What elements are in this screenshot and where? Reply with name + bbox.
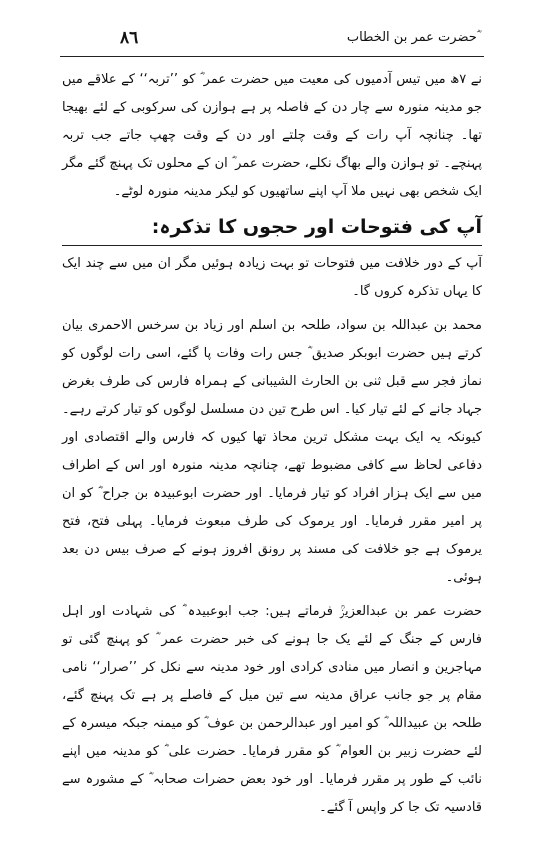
paragraph-2: آپ کے دور خلافت میں فتوحات تو بہت زیادہ ہوئیں مگر ان میں سے چند ایک کا یہاں تذکرہ کروں گا۔ xyxy=(62,256,482,299)
paragraph-1: نے ۷ھ میں تیس آدمیوں کی معیت میں حضرت عمر ؓ کو ’’تربہ‘‘ کے علاقے میں جو مدینہ منورہ سے چار دن کے فاصلہ پر ہے ہوازن کی سرکوبی کے لئے بھیجا تھا۔ چنانچہ آپ رات کے وقت چلتے اور دن کے وقت چھپ جاتے جب تربہ پہنچے۔ تو ہوازن والے بھاگ نکلے، حضرت عمر ؓ ان کے محلوں تک پہنچ گئے مگر ایک شخص بھی نہیں ملا آپ اپنے ساتھیوں کو لیکر مدینہ منورہ لوٹے۔ xyxy=(62,72,482,199)
section-heading: آپ کی فتوحات اور حجوں کا تذکرہ: xyxy=(62,212,482,246)
paragraph-3: محمد بن عبداللہ بن سواد، طلحہ بن اسلم اور زیاد بن سرخس الاحمری بیان کرتے ہیں حضرت ابوبکر صدیق ؓ جس رات وفات پا گئے، اسی رات لوگوں کو نماز فجر سے قبل ثنی بن الحارث الشیبانی کے ہمراہ فارس کی طرف بغرض جہاد جانے کے لئے تیار کیا۔ اس طرح تین دن مسلسل لوگوں کو تیار کرتے رہے۔ کیونکہ یہ ایک بہت مشکل ترین محاذ تھا کیوں کہ فارس والے اقتصادی اور دفاعی لحاظ سے کافی مضبوط تھے، چنانچہ مدینہ منورہ اور اس کے اطراف میں سے ایک ہزار افراد کو تیار فرمایا۔ اور حضرت ابوعبیدہ بن جراح ؓ کو ان پر امیر مقرر فرمایا۔ اور یرموک کی طرف مبعوث فرمایا۔ پہلی فتح، فتح یرموک ہے جو خلافت کی مسند پر رونق افروز ہونے کے صرف بیس دن بعد ہوئی۔ xyxy=(62,318,482,585)
page-number: ٨٦ xyxy=(120,28,139,48)
body-text xyxy=(62,66,482,828)
paragraph-4: حضرت عمر بن عبدالعزیزؒ فرماتے ہیں: جب ابوعبیدہ ؓ کی شہادت اور اہل فارس کے جنگ کے لئے یک جا ہونے کی خبر حضرت عمر ؓ کو پہنچ گئی تو مہاجرین و انصار میں منادی کرادی اور خود مدینہ سے نکل کر ’’صرار‘‘ نامی مقام پر جو جانب عراق مدینہ سے تین میل کے فاصلے پر ہے تک پہنچ گئے، طلحہ بن عبیداللہ ؓ کو امیر اور عبدالرحمن بن عوف ؓ کو میمنہ جبکہ میسرہ کے لئے حضرت زبیر بن العوام ؓ کو مقرر فرمایا۔ حضرت علی ؓ کو مدینہ میں اپنے نائب کے طور پر مقرر فرمایا۔ اور خود بعض حضرات صحابہ ؓ کے مشورہ سے قادسیہ تک جا کر واپس آ گئے۔ xyxy=(62,604,482,815)
running-title: حضرت عمر بن الخطاب ؓ xyxy=(346,30,480,45)
page-header xyxy=(60,28,484,57)
